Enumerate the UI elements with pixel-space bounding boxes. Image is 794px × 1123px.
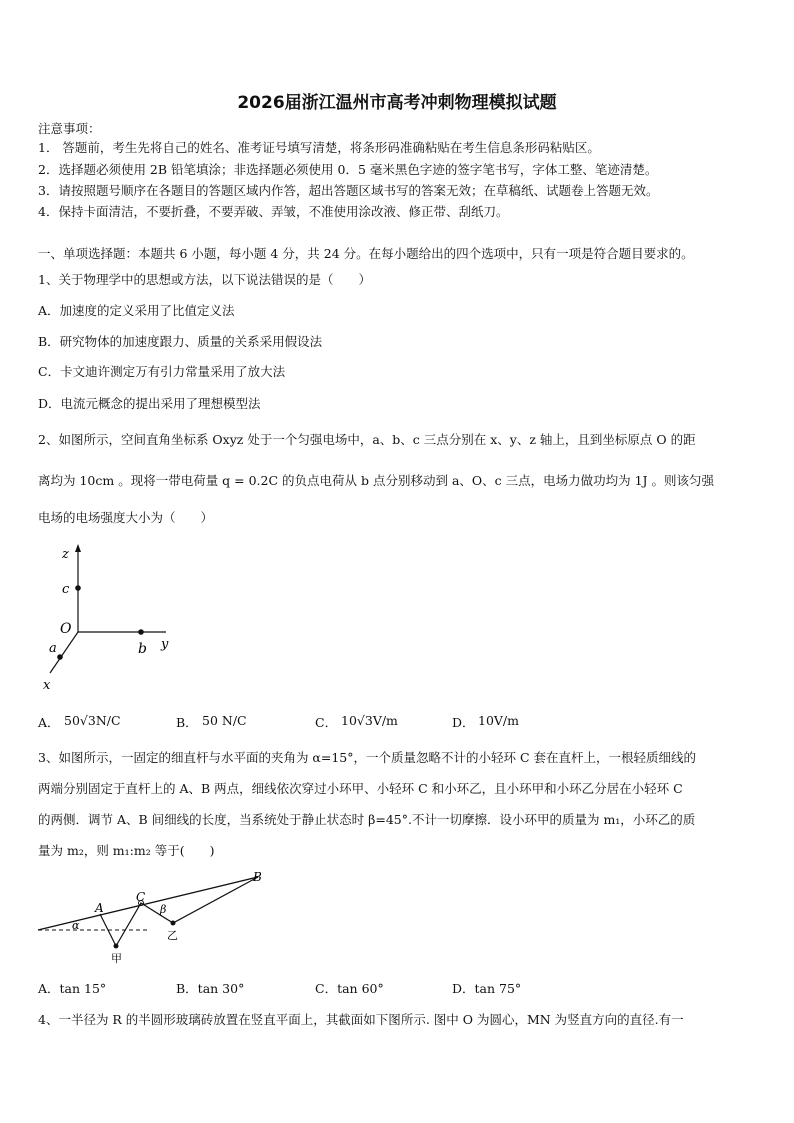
q3-line-4: 量为 m₂，则 m₁:m₂ 等于( ): [38, 843, 215, 858]
q2-option-c-letter: C．: [315, 715, 338, 730]
q1-option-a: A．加速度的定义采用了比值定义法: [38, 303, 235, 318]
section-heading: 一、单项选择题：本题共 6 小题，每小题 4 分，共 24 分。在每小题给出的四个选项中，只有一项是符合题目要求的。: [38, 246, 694, 261]
q3-option-d: D．tan 75°: [452, 981, 522, 996]
notice-item-1: 1． 答题前，考生先将自己的姓名、准考证号填写清楚，将条形码准确粘贴在考生信息条形码粘贴区。: [38, 140, 600, 155]
label-z: z: [62, 547, 69, 562]
q2-line-3: 电场的电场强度大小为（ ）: [38, 510, 214, 525]
q2-option-b-letter: B．: [176, 715, 198, 730]
q3-line-2: 两端分别固定于直杆上的 A、B 两点，细线依次穿过小环甲、小轻环 C 和小环乙，且小环甲和小环乙分居在小轻环 C: [38, 781, 683, 796]
label-b: b: [138, 641, 147, 657]
z-arrow-icon: [75, 544, 81, 552]
q4-line-1: 4、一半径为 R 的半圆形玻璃砖放置在竖直平面上，其截面如下图所示. 图中 O 为圆心，MN 为竖直方向的直径.有一: [38, 1012, 684, 1027]
page-title: 2026届浙江温州市高考冲刺物理模拟试题: [237, 93, 557, 113]
ring-yi: [171, 921, 176, 926]
point-c: [75, 585, 81, 591]
q2-option-b-value: 50 N/C: [202, 713, 247, 728]
q3-rod-figure: [36, 866, 276, 966]
label-x: x: [43, 678, 51, 693]
thread: [100, 877, 258, 946]
notice-item-2: 2．选择题必须使用 2B 铅笔填涂；非选择题必须使用 0．5 毫米黑色字迹的签字笔书写，字体工整、笔迹清楚。: [38, 162, 658, 177]
q2-option-a-value: 50√3N/C: [64, 713, 121, 728]
q2-option-d-value: 10V/m: [478, 713, 519, 728]
q2-option-d-letter: D．: [452, 715, 475, 730]
q1-option-d: D．电流元概念的提出采用了理想模型法: [38, 396, 261, 411]
label-beta: β: [160, 903, 167, 916]
ring-jia: [114, 944, 119, 949]
label-yi: 乙: [167, 929, 178, 942]
q2-coordinate-figure: [38, 540, 188, 695]
q2-option-c-value: 10√3V/m: [341, 713, 398, 728]
q2-option-a-letter: A．: [38, 715, 60, 730]
q1-option-c: C．卡文迪许测定万有引力常量采用了放大法: [38, 364, 286, 379]
label-A: A: [95, 901, 104, 915]
label-y: y: [161, 637, 169, 652]
q3-line-1: 3、如图所示，一固定的细直杆与水平面的夹角为 α=15°，一个质量忽略不计的小轻环 C 套在直杆上，一根轻质细线的: [38, 750, 697, 765]
notice-item-3: 3．请按照题号顺序在各题目的答题区域内作答，超出答题区域书写的答案无效；在草稿纸、试题卷上答题无效。: [38, 183, 659, 198]
q3-option-a: A．tan 15°: [38, 981, 107, 996]
label-C: C: [136, 890, 146, 904]
label-B: B: [253, 870, 262, 884]
notice-item-4: 4．保持卡面清洁，不要折叠，不要弄破、弄皱，不准使用涂改液、修正带、刮纸刀。: [38, 204, 509, 219]
q1-stem: 1、关于物理学中的思想或方法，以下说法错误的是（ ）: [38, 272, 371, 287]
point-a: [57, 654, 63, 660]
label-jia: 甲: [111, 952, 122, 965]
inclined-rod: [38, 877, 258, 930]
q2-line-1: 2、如图所示，空间直角坐标系 Oxyz 处于一个匀强电场中，a、b、c 三点分别在 x、y、z 轴上，且到坐标原点 O 的距: [38, 432, 696, 447]
label-O: O: [60, 621, 72, 637]
q3-option-c: C．tan 60°: [315, 981, 384, 996]
q3-option-b: B．tan 30°: [176, 981, 245, 996]
label-c: c: [62, 582, 70, 597]
point-b: [138, 629, 144, 635]
q1-option-b: B．研究物体的加速度跟力、质量的关系采用假设法: [38, 334, 323, 349]
label-a: a: [49, 641, 57, 656]
notice-heading: 注意事项：: [38, 121, 101, 136]
q3-line-3: 的两侧．调节 A、B 间细线的长度，当系统处于静止状态时 β=45°.不计一切摩擦．设小环甲的质量为 m₁，小环乙的质: [38, 812, 696, 827]
label-alpha: α: [72, 919, 80, 932]
q2-line-2: 离均为 10cm 。现将一带电荷量 q = 0.2C 的负点电荷从 b 点分别移动到 a、O、c 三点，电场力做功均为 1J 。则该匀强: [38, 473, 715, 488]
